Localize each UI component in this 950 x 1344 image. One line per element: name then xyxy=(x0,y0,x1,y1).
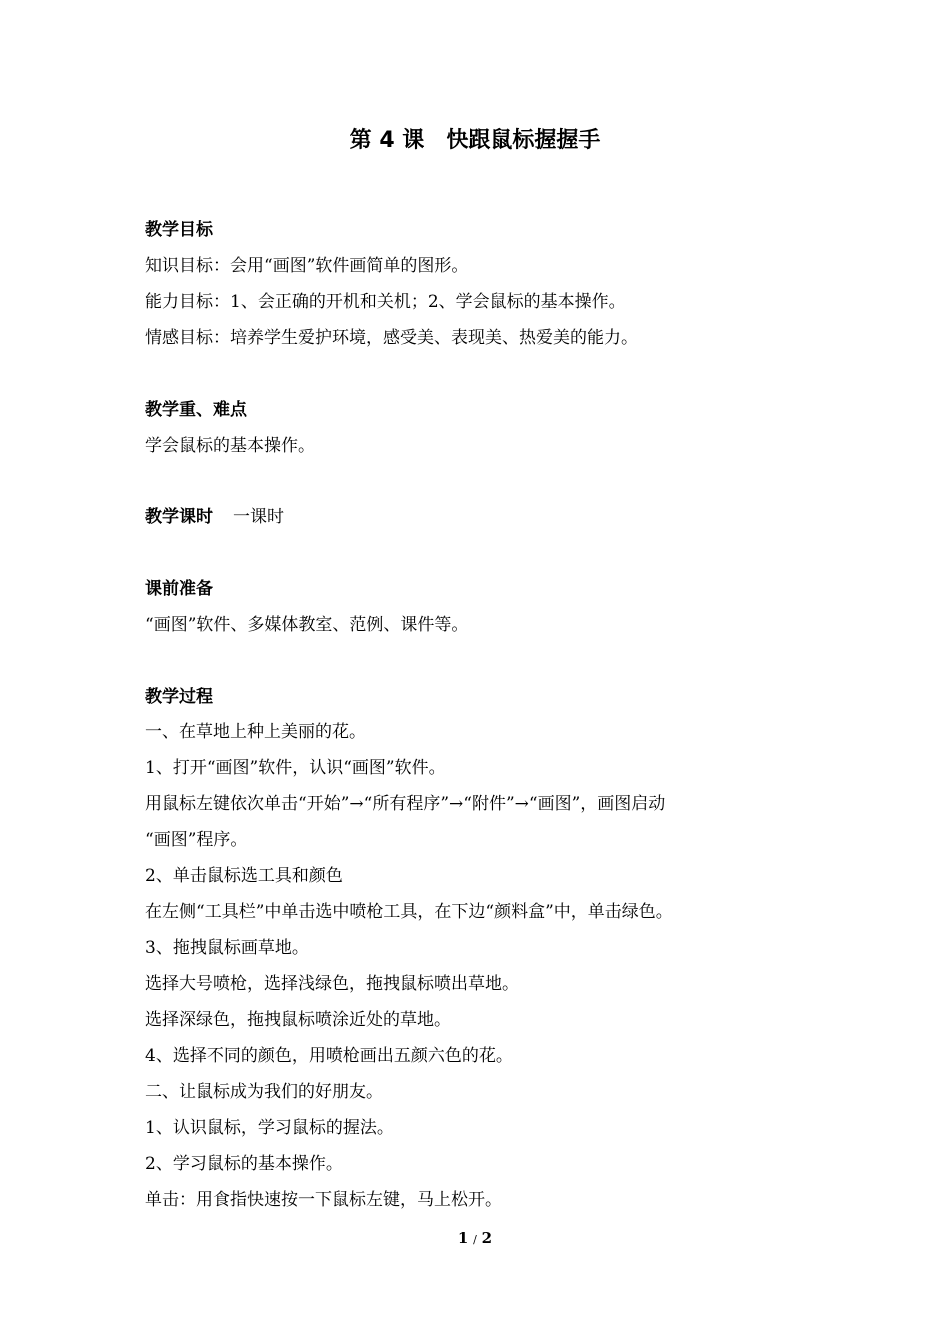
process-line: 单击：用食指快速按一下鼠标左键，马上松开。 xyxy=(145,1190,502,1210)
process-line: 1、认识鼠标，学习鼠标的握法。 xyxy=(145,1118,394,1138)
goals-heading: 教学目标 xyxy=(145,220,213,240)
process-line: 在左侧“工具栏”中单击选中喷枪工具，在下边“颜料盒”中，单击绿色。 xyxy=(145,902,673,922)
process-line: 1、打开“画图”软件，认识“画图”软件。 xyxy=(145,758,446,778)
prep-item: “画图”软件、多媒体教室、范例、课件等。 xyxy=(145,615,469,635)
page-title xyxy=(0,126,950,156)
key-points-heading: 教学重、难点 xyxy=(145,400,247,420)
process-line: 选择大号喷枪，选择浅绿色，拖拽鼠标喷出草地。 xyxy=(145,974,519,994)
goal-knowledge: 知识目标：会用“画图”软件画简单的图形。 xyxy=(145,256,469,276)
goal-ability: 能力目标：1、会正确的开机和关机；2、学会鼠标的基本操作。 xyxy=(145,292,626,312)
goal-emotion: 情感目标：培养学生爱护环境，感受美、表现美、热爱美的能力。 xyxy=(145,328,638,348)
process-heading: 教学过程 xyxy=(145,687,213,707)
page-separator: / xyxy=(473,1233,477,1246)
page-number xyxy=(0,1227,950,1251)
lesson-name: 快跟鼠标握握手 xyxy=(446,128,601,153)
process-line: “画图”程序。 xyxy=(145,830,248,850)
hours-heading: 教学课时 xyxy=(145,507,213,527)
total-pages: 2 xyxy=(481,1229,493,1247)
process-line: 用鼠标左键依次单击“开始”→“所有程序”→“附件”→“画图”，画图启动 xyxy=(145,794,666,814)
hours-value: 一课时 xyxy=(233,507,284,527)
prep-heading: 课前准备 xyxy=(145,579,213,599)
current-page: 1 xyxy=(457,1229,469,1247)
process-line: 二、让鼠标成为我们的好朋友。 xyxy=(145,1082,383,1102)
process-line: 4、选择不同的颜色，用喷枪画出五颜六色的花。 xyxy=(145,1046,513,1066)
process-line: 一、在草地上种上美丽的花。 xyxy=(145,722,366,742)
hours-row xyxy=(145,505,845,529)
process-line: 选择深绿色，拖拽鼠标喷涂近处的草地。 xyxy=(145,1010,451,1030)
process-line: 2、单击鼠标选工具和颜色 xyxy=(145,866,343,886)
process-line: 3、拖拽鼠标画草地。 xyxy=(145,938,309,958)
process-line: 2、学习鼠标的基本操作。 xyxy=(145,1154,343,1174)
lesson-number: 第 4 课 xyxy=(349,128,425,153)
key-point-item: 学会鼠标的基本操作。 xyxy=(145,436,315,456)
